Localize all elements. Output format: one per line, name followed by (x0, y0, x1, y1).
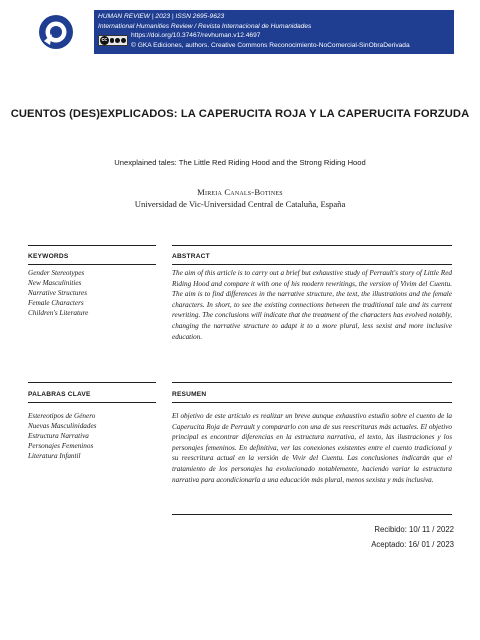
article-subtitle: Unexplained tales: The Little Red Riding Hood and the Strong Riding Hood (114, 158, 366, 167)
keyword-item: Female Characters (28, 299, 84, 307)
keywords-heading: KEYWORDS (28, 253, 69, 260)
keyword-item: Personajes Femeninos (28, 442, 94, 450)
received-date: Recibido: 10/ 11 / 2022 (374, 525, 454, 534)
article-title: CUENTOS (DES)EXPLICADOS: LA CAPERUCITA ROJA Y LA CAPERUCITA FORZUDA (10, 108, 470, 120)
divider (172, 264, 452, 265)
doi-link[interactable]: https://doi.org/10.37467/revhuman.v12.4697 (131, 32, 261, 40)
journal-logo-icon (38, 14, 74, 50)
divider (28, 264, 156, 265)
divider (28, 382, 156, 383)
keyword-item: Gender Stereotypes (28, 269, 85, 277)
accepted-date: Aceptado: 16/ 01 / 2023 (371, 540, 454, 549)
palabras-clave-heading: PALABRAS CLAVE (28, 391, 91, 398)
divider (172, 514, 452, 515)
author-affiliation: Universidad de Vic-Universidad Central de Cataluña, España (134, 199, 346, 209)
resumen-text: El objetivo de este artículo es realizar un breve aunque exhaustivo estudio sobre el cuento de la Caperucita Roja de Perrault y compararlo con una de sus reescrituras más actuales. El objetivo principal es encontrar diferencias en la estructura narrativa, el texto, las ilustraciones y los personajes femeninos. En definitiva, ver las conexiones existentes entre el cuento tradicional y su reescritura actual en la versión de Vivir del Cuentu. Las conclusiones indicarán que el tratamiento de los personajes ha evolucionado notablemente, haciendo variar la estructura narrativa para acondicionarla a una educación más plural, menos sexista y más inclusiva. (172, 412, 452, 484)
divider (28, 402, 156, 403)
keywords-list (28, 268, 158, 318)
keyword-item: Literatura Infantil (28, 452, 81, 460)
abstract-text: The aim of this article is to carry out a brief but exhaustive study of Perrault's story of Little Red Riding Hood and compare it with one of his modern rewritings, the version of Vivim del Cuentu. The aim is to find differences in the narrative structure, the text, the illustrations and the female characters. In short, to see the existing connections between the traditional tale and its current rewriting. The conclusions will indicate that the treatment of the characters has evolved notably, changing the narrative structure to adapt it to a more plural, less sexist and more inclusive education. (172, 269, 452, 341)
divider (172, 245, 452, 246)
palabras-clave-list (28, 411, 158, 461)
keyword-item: Estructura Narrativa (28, 432, 89, 440)
keyword-item: Nuevas Masculinidades (28, 422, 97, 430)
journal-header-band (94, 10, 454, 54)
resumen-heading: RESUMEN (172, 391, 207, 398)
divider (172, 382, 452, 383)
author-name: Mireia Canals-Botines (197, 187, 283, 197)
keyword-item: New Masculinities (28, 279, 82, 287)
divider (172, 402, 452, 403)
keyword-item: Estereotipos de Género (28, 412, 96, 420)
abstract-heading: ABSTRACT (172, 253, 210, 260)
keyword-item: Children's Literature (28, 309, 89, 317)
divider (28, 245, 156, 246)
journal-name: International Humanities Review / Revista Internacional de Humanidades (98, 22, 312, 30)
journal-issue-line: HUMAN REVIEW | 2023 | ISSN 2695-9623 (98, 13, 225, 20)
creative-commons-icon: cc (98, 35, 128, 46)
license-text: © GKA Ediciones, authors. Creative Commons Reconocimiento-NoComercial-SinObraDerivada (131, 41, 410, 49)
keyword-item: Narrative Structures (28, 289, 88, 297)
